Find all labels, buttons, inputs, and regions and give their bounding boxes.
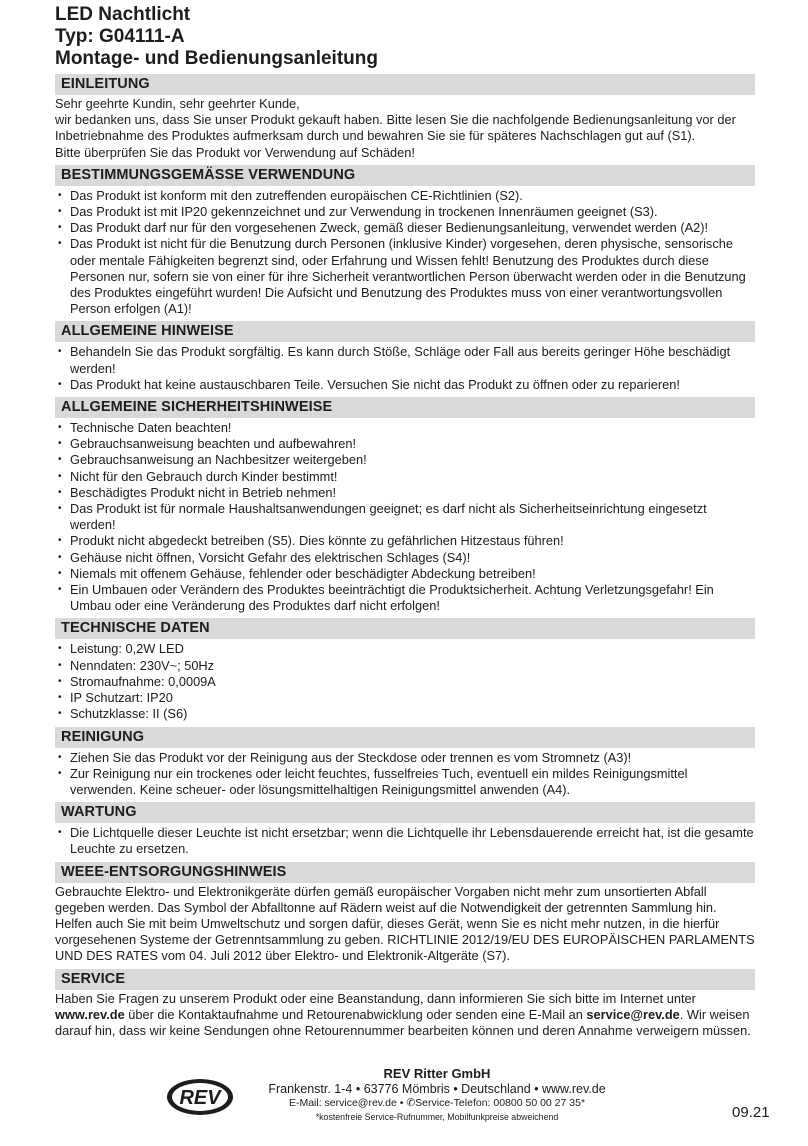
section-heading-reinigung: REINIGUNG <box>55 727 755 748</box>
list-item: • Nenndaten: 230V~; 50Hz <box>55 658 755 674</box>
version-date: 09.21 <box>732 1104 770 1121</box>
list-item: • Das Produkt hat keine austauschbaren Teile. Versuchen Sie nicht das Produkt zu öffnen oder zu reparieren! <box>55 377 755 393</box>
manual-page <box>55 4 755 1039</box>
list-item: • Das Produkt ist konform mit den zutreffenden europäischen CE-Richtlinien (S2). <box>55 188 755 204</box>
section-heading-service: SERVICE <box>55 969 755 990</box>
list-item: • Ziehen Sie das Produkt vor der Reinigung aus der Steckdose oder trennen es vom Stromnetz (A3)! <box>55 750 755 766</box>
company-contact: E-Mail: service@rev.de • ✆Service-Telefon: 00800 50 00 27 35* <box>288 1097 586 1109</box>
einleitung-check: Bitte überprüfen Sie das Produkt vor Verwendung auf Schäden! <box>55 144 415 160</box>
list-item: • Das Produkt ist mit IP20 gekennzeichnet und zur Verwendung in trockenen Innenräumen geeignet (S3). <box>55 204 755 220</box>
list-item: • Beschädigtes Produkt nicht in Betrieb nehmen! <box>55 485 755 501</box>
weee-text: Gebrauchte Elektro- und Elektronikgeräte dürfen gemäß europäischer Vorgaben nicht mehr zum unsortierten Abfall gegeben werden. Das Symbol der Abfalltonne auf Rädern weist auf die Notwendigkeit der getrennten Sammlung hin. Helfen auch Sie mit beim Umweltschutz und sorgen dafür, dieses Gerät, wenn Sie es nicht mehr nutzen, in die hierfür vorgesehenen Systeme der Getrenntsammlung zu geben. RICHTLINIE 2012/19/EU DES EUROPÄISCHEN PARLAMENTS UND DES RATES vom 04. Juli 2012 über Elektro- und Elektronik-Altgeräte (S7). <box>55 883 755 964</box>
section-heading-weee: WEEE-ENTSORGUNGSHINWEIS <box>55 862 755 883</box>
list-item: • Schutzklasse: II (S6) <box>55 706 755 722</box>
section-heading-bestimmung: BESTIMMUNGSGEMÄSSE VERWENDUNG <box>55 165 755 186</box>
service-text <box>55 991 755 1040</box>
service-text-part: Wir weisen darauf hin, dass wir keine Sendungen ohne Retourennummer bearbeiten können und deren Annahme verweigern müssen. <box>55 1006 751 1038</box>
list-item: • Technische Daten beachten! <box>55 420 755 436</box>
list-item: • Das Produkt darf nur für den vorgesehenen Zweck, gemäß dieser Bedienungsanleitung, verwendet werden (A2)! <box>55 220 755 236</box>
company-name: REV Ritter GmbH <box>383 1066 491 1081</box>
list-item: • Produkt nicht abgedeckt betreiben (S5). Dies könnte zu gefährlichen Hitzestaus führen! <box>55 533 755 549</box>
section-heading-hinweise: ALLGEMEINE HINWEISE <box>55 321 755 342</box>
reinigung-list <box>55 750 755 799</box>
section-heading-wartung: WARTUNG <box>55 802 755 823</box>
rev-logo <box>165 1077 235 1117</box>
list-item: • Niemals mit offenem Gehäuse, fehlender oder beschädigter Abdeckung betreiben! <box>55 566 755 582</box>
bestimmung-list <box>55 188 755 318</box>
list-item: • Behandeln Sie das Produkt sorgfältig. Es kann durch Stöße, Schläge oder Fall aus bereits geringer Höhe beschädigt werden! <box>55 344 755 376</box>
wartung-list <box>55 825 755 857</box>
product-title: LED Nachtlicht <box>55 4 191 25</box>
hotline-note: *kostenfreie Service-Rufnummer, Mobilfunkpreise abweichend <box>315 1112 559 1122</box>
list-item: • Gehäuse nicht öffnen, Vorsicht Gefahr des elektrischen Schlages (S4)! <box>55 550 755 566</box>
einleitung-text: wir bedanken uns, dass Sie unser Produkt gekauft haben. Bitte lesen Sie die nachfolgende Bedienungsanleitung vor der Inbetriebnahme des Produktes aufmerksam durch und bewahren Sie sie für späteres Nachschlagen gut auf (S1). <box>55 112 736 144</box>
logo-text: REV <box>179 1087 221 1109</box>
list-item: • Das Produkt ist für normale Haushaltsanwendungen geeignet; es darf nicht als Sicherheitseinrichtung eingesetzt werden! <box>55 501 755 533</box>
service-email-link[interactable]: service@rev.de <box>586 1006 680 1022</box>
section-heading-sicherheit: ALLGEMEINE SICHERHEITSHINWEISE <box>55 397 755 418</box>
service-text-part: über die Kontaktaufnahme und Retourenabwicklung oder senden eine E-Mail an <box>128 1006 583 1022</box>
document-title: Montage- und Bedienungsanleitung <box>55 48 378 69</box>
list-item: • IP Schutzart: IP20 <box>55 690 755 706</box>
footer <box>0 1066 808 1146</box>
service-text-part: . <box>679 1006 684 1022</box>
section-heading-technik: TECHNISCHE DATEN <box>55 618 755 639</box>
list-item: • Nicht für den Gebrauch durch Kinder bestimmt! <box>55 469 755 485</box>
list-item: • Gebrauchsanweisung an Nachbesitzer weitergeben! <box>55 452 755 468</box>
sicherheit-list <box>55 420 755 614</box>
hinweise-list <box>55 344 755 393</box>
list-item: • Gebrauchsanweisung beachten und aufbewahren! <box>55 436 755 452</box>
list-item: • Die Lichtquelle dieser Leuchte ist nicht ersetzbar; wenn die Lichtquelle ihr Lebensdauerende erreicht hat, ist die gesamte Leuchte zu ersetzen. <box>55 825 755 857</box>
website-link[interactable]: www.rev.de <box>55 1006 125 1022</box>
technik-list <box>55 641 755 722</box>
section-heading-einleitung: EINLEITUNG <box>55 74 755 95</box>
service-text-part: Haben Sie Fragen zu unserem Produkt oder eine Beanstandung, dann informieren Sie sich bitte im Internet unter <box>55 990 696 1006</box>
einleitung-greeting: Sehr geehrte Kundin, sehr geehrter Kunde, <box>55 96 300 111</box>
list-item: • Leistung: 0,2W LED <box>55 641 755 657</box>
list-item: • Das Produkt ist nicht für die Benutzung durch Personen (inklusive Kinder) vorgesehen, deren physische, sensorische oder mentale Fähigkeiten begrenzt sind, oder Erfahrung und Wissen fehlt! Benutzung des Produktes durch diese Personen nur, sofern sie von einer für ihre Sicherheit verantwortlichen Person überwacht werden oder in die Benutzung des Produktes eingeführt wurden! Die Aufsicht und Benutzung des Produktes muss von einer verantwortungsvollen Person erfolgen (A1)! <box>55 236 755 317</box>
company-address: Frankenstr. 1-4 • 63776 Mömbris • Deutschland • www.rev.de <box>268 1082 606 1096</box>
product-type: Typ: G04111-A <box>55 26 185 47</box>
list-item: • Ein Umbauen oder Verändern des Produktes beeinträchtigt die Produktsicherheit. Achtung Verletzungsgefahr! Ein Umbau oder eine Veränderung des Produktes darf nicht erfolgen! <box>55 582 755 614</box>
list-item: • Stromaufnahme: 0,0009A <box>55 674 755 690</box>
list-item: • Zur Reinigung nur ein trockenes oder leicht feuchtes, fusselfreies Tuch, eventuell ein mildes Reinigungsmittel verwenden. Keine scheuer- oder lösungsmittelhaltigen Reinigungsmittel anwenden (A4). <box>55 766 755 798</box>
